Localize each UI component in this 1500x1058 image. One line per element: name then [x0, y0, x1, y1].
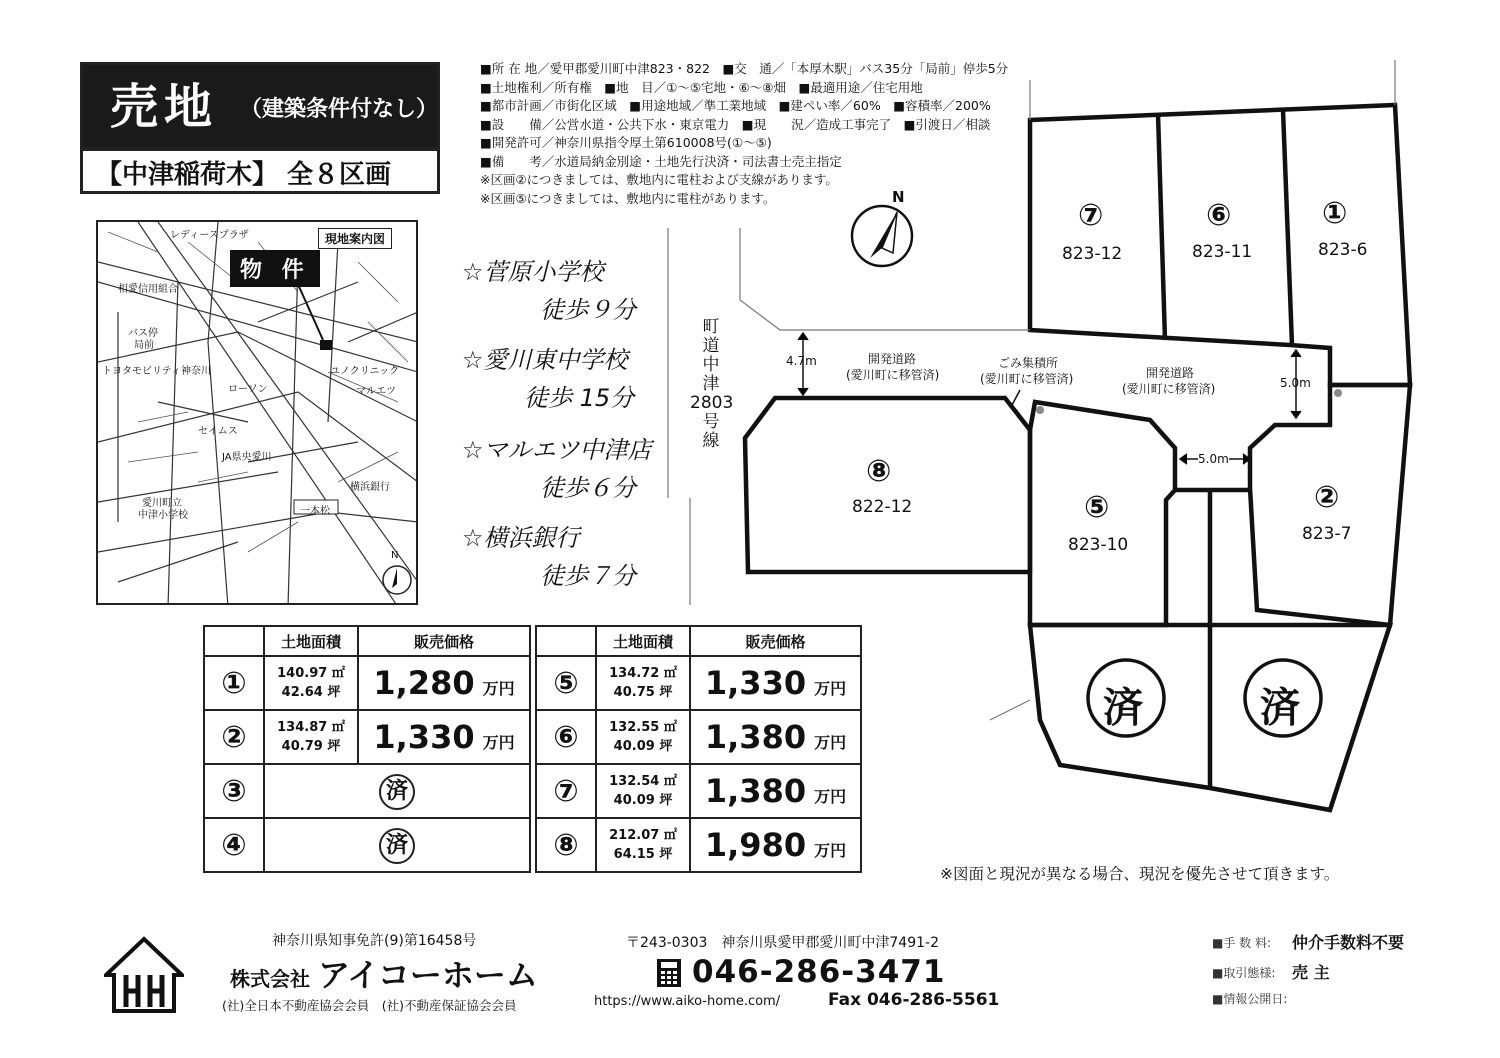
- table-row: [204, 710, 530, 764]
- table-row: [204, 656, 530, 710]
- company-address: 〒243-0303 神奈川県愛甲郡愛川町中津7491-2: [626, 935, 939, 951]
- fee-value: 仲介手数料不要: [1292, 933, 1405, 952]
- map-label: JA県央愛川: [222, 452, 272, 463]
- map-label: バス停: [128, 328, 158, 339]
- lot-no: ①: [204, 656, 264, 710]
- license-text: 神奈川県知事免許(9)第16458号: [272, 933, 477, 949]
- road-name: 町 道 中 津 2803 号 線: [690, 317, 734, 451]
- lot-no: ③: [204, 764, 264, 818]
- phone-icon: [656, 958, 682, 988]
- map-label: 中津小学校: [138, 510, 188, 521]
- lot-no: ④: [204, 818, 264, 872]
- plot-north-label: N: [892, 188, 905, 206]
- map-label: 一本松: [300, 506, 330, 517]
- deal-value: 売 主: [1292, 963, 1330, 982]
- access-time: 徒歩 15分: [524, 384, 635, 412]
- map-label: ユノクリニック: [330, 366, 400, 377]
- road-label: 開発道路: [1146, 366, 1195, 380]
- road-sub-label: (愛川町に移管済): [846, 368, 940, 382]
- road-width-label: 5.0m: [1280, 376, 1311, 390]
- lot-price: 1,330 万円: [690, 656, 861, 710]
- table-row: [204, 764, 530, 818]
- map-label: トヨタモビリティ神奈川: [102, 366, 211, 377]
- map-label: 相愛信用組合: [118, 284, 178, 295]
- lot-price: 1,380 万円: [690, 710, 861, 764]
- table-row: [536, 710, 861, 764]
- info-line: ■開発許可／神奈川県指令厚土第610008号(①～⑤): [480, 135, 772, 150]
- lot-no: ⑤: [536, 656, 596, 710]
- north-label: N: [391, 550, 399, 561]
- lot-area: 140.97 ㎡ 42.64 坪: [264, 656, 358, 710]
- garbage-sub-label: (愛川町に移管済): [980, 372, 1074, 386]
- header-price: 販売価格: [690, 626, 861, 656]
- page-title: 売地: [110, 79, 219, 135]
- lot-no: ⑧: [536, 818, 596, 872]
- access-time: 徒歩６分: [540, 474, 636, 502]
- header-price: 販売価格: [358, 626, 530, 656]
- lot-number: ②: [1314, 480, 1340, 515]
- fax-number: Fax 046-286-5561: [828, 990, 1000, 1010]
- lot-area: 134.72 ㎡ 40.75 坪: [596, 656, 690, 710]
- road-label: 開発道路: [868, 352, 917, 366]
- header-area: 土地面積: [596, 626, 690, 656]
- fee-label: ■手 数 料:: [1212, 936, 1272, 950]
- sold-cell: 済: [264, 764, 530, 818]
- info-line: ■都市計画／市街化区域 ■用途地域／準工業地域 ■建ぺい率／60% ■容積率／200%: [480, 98, 991, 113]
- lot-chiban: 822-12: [852, 497, 913, 517]
- table-row: [204, 818, 530, 872]
- lot-chiban: 823-10: [1068, 535, 1129, 555]
- lot-price: 1,980 万円: [690, 818, 861, 872]
- map-label: レディースプラザ: [170, 230, 249, 241]
- deal-label: ■取引態様:: [1212, 966, 1276, 980]
- info-line: ※区画⑤につきましては、敷地内に電柱があります。: [480, 190, 776, 206]
- lot-number: ①: [1322, 196, 1348, 231]
- lot-number: ⑧: [866, 454, 892, 489]
- associations: (社)全日本不動産協会会員 (社)不動産保証協会会員: [222, 998, 517, 1013]
- map-label: 局前: [134, 340, 154, 351]
- access-time: 徒歩９分: [540, 296, 636, 324]
- website-url[interactable]: https://www.aiko-home.com/: [594, 994, 781, 1009]
- company-name: 株式会社 アイコーホーム: [230, 956, 538, 994]
- sold-mark: 済: [1260, 685, 1300, 731]
- table-row: [536, 818, 861, 872]
- info-line: ■土地権利／所有権 ■地 目／①～⑤宅地・⑥～⑧畑 ■最適用途／住宅用地: [480, 79, 923, 95]
- lot-number: ⑥: [1206, 198, 1232, 233]
- lot-price: 1,380 万円: [690, 764, 861, 818]
- header-area: 土地面積: [264, 626, 358, 656]
- subtitle: 【中津稲荷木】 全８区画: [96, 160, 392, 190]
- road-width-label: 4.7m: [786, 354, 817, 368]
- map-title: 現地案内図: [318, 228, 392, 249]
- access-name: ☆菅原小学校: [462, 258, 604, 286]
- map-label: ローソン: [228, 384, 268, 395]
- lot-no: ⑥: [536, 710, 596, 764]
- lot-price: 1,330 万円: [358, 710, 530, 764]
- property-marker-label: 物 件: [230, 250, 320, 287]
- info-line: ※区画②につきましては、敷地内に電柱および支線があります。: [480, 172, 838, 187]
- phone-number[interactable]: 046-286-3471: [692, 954, 946, 990]
- table-row: [536, 656, 861, 710]
- access-name: ☆マルエツ中津店: [462, 436, 652, 464]
- info-line: ■備 考／水道局納金別途・土地先行決済・司法書士売主指定: [480, 153, 842, 169]
- lot-area: 212.07 ㎡ 64.15 坪: [596, 818, 690, 872]
- map-label: セイムス: [198, 426, 238, 437]
- lot-chiban: 823-7: [1302, 524, 1352, 544]
- lot-number: ⑤: [1084, 490, 1110, 525]
- access-name: ☆横浜銀行: [462, 524, 580, 552]
- lot-no: ②: [204, 710, 264, 764]
- map-label: マルエツ: [356, 386, 396, 397]
- lot-area: 132.55 ㎡ 40.09 坪: [596, 710, 690, 764]
- road-width-label: 5.0m: [1198, 452, 1229, 466]
- garbage-label: ごみ集積所: [998, 356, 1059, 370]
- lot-chiban: 823-12: [1062, 244, 1123, 264]
- disclaimer-note: ※図面と現況が異なる場合、現況を優先させて頂きます。: [940, 865, 1340, 883]
- lot-price: 1,280 万円: [358, 656, 530, 710]
- company-logo-icon: [104, 935, 184, 1015]
- info-line: ■設 備／公営水道・公共下水・東京電力 ■現 況／造成工事完了 ■引渡日／相談: [480, 116, 991, 132]
- sold-cell: 済: [264, 818, 530, 872]
- info-line: ■所 在 地／愛甲郡愛川町中津823・822 ■交 通／「本厚木駅」バス35分「局前」停歩5分: [480, 61, 1009, 76]
- lot-area: 134.87 ㎡ 40.79 坪: [264, 710, 358, 764]
- access-name: ☆愛川東中学校: [462, 346, 628, 374]
- lot-chiban: 823-11: [1192, 242, 1253, 262]
- publish-date-label: ■情報公開日:: [1212, 992, 1288, 1006]
- price-table-right: [535, 625, 862, 873]
- map-label: 愛川町立: [142, 498, 182, 509]
- page-title-sub: （建築条件付なし）: [240, 97, 439, 122]
- lot-no: ⑦: [536, 764, 596, 818]
- lot-area: 132.54 ㎡ 40.09 坪: [596, 764, 690, 818]
- lot-chiban: 823-6: [1318, 240, 1368, 260]
- price-table-left: [203, 625, 531, 873]
- table-row: [536, 764, 861, 818]
- access-time: 徒歩７分: [540, 562, 636, 590]
- sold-mark: 済: [1103, 685, 1143, 731]
- map-label: 横浜銀行: [350, 482, 390, 493]
- lot-number: ⑦: [1078, 198, 1104, 233]
- road-sub-label: (愛川町に移管済): [1122, 382, 1216, 396]
